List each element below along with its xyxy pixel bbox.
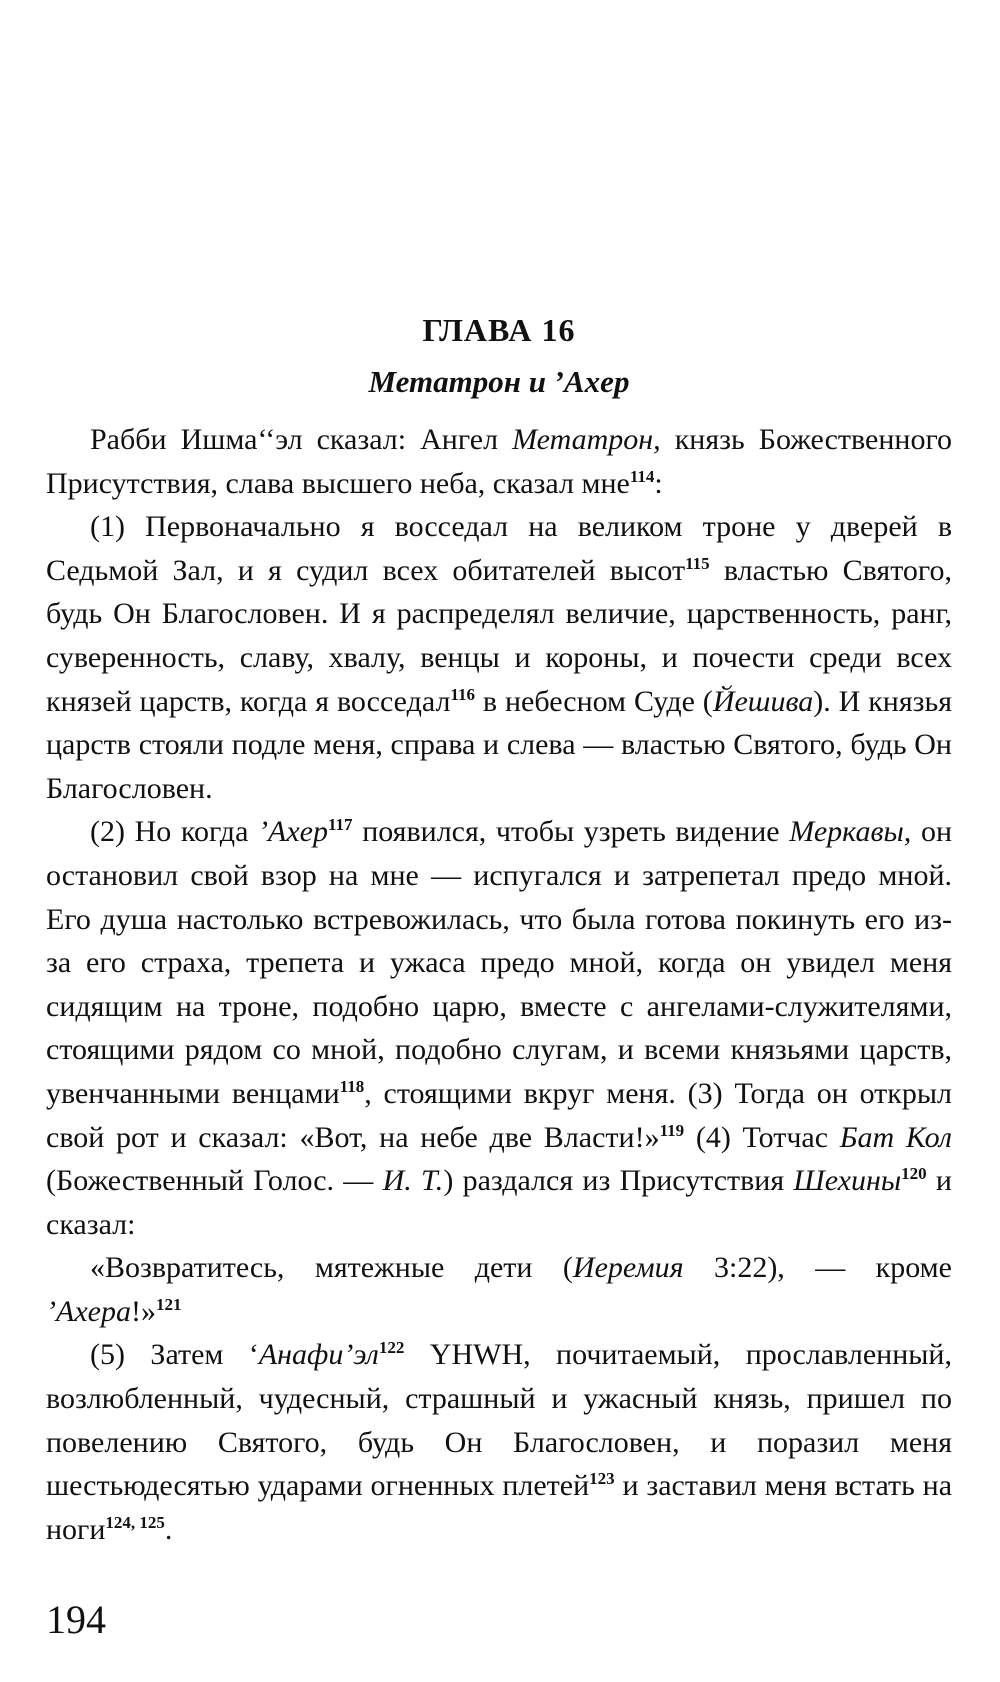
text-run: и заставил меня встать на ноги bbox=[46, 1469, 953, 1546]
body-text bbox=[46, 418, 952, 1551]
italic-term: Йешива bbox=[712, 684, 814, 718]
text-run: (4) Тотчас bbox=[684, 1120, 840, 1154]
text-run: Рабби Ишма‘‘эл сказал: Ангел bbox=[90, 423, 513, 456]
italic-term: Меркавы, bbox=[789, 815, 912, 849]
text-run: ). И князья царств стояли подле меня, справа и слева — властью Святого, будь Он Благословен. bbox=[46, 684, 952, 805]
italic-term: ’Ахера bbox=[46, 1294, 131, 1328]
text-run: князь Божественного Присутствия, слава высшего неба, сказал мне bbox=[46, 423, 952, 500]
italic-term: Анафи’эл bbox=[258, 1338, 379, 1372]
footnote-ref: 116 bbox=[450, 684, 475, 704]
text-run: . bbox=[164, 1512, 173, 1546]
text-run: (2) Но когда bbox=[90, 815, 259, 849]
footnote-ref: 115 bbox=[685, 553, 710, 573]
italic-term: И. Т. bbox=[382, 1164, 444, 1198]
paragraph bbox=[46, 1246, 952, 1333]
footnote-ref: 123 bbox=[589, 1469, 615, 1489]
footnote-ref: 117 bbox=[327, 815, 353, 835]
footnote-ref: 121 bbox=[155, 1294, 182, 1314]
text-run: (1) Первоначально я восседал на великом троне у дверей в Седьмой Зал, и я судил всех обитателей высот bbox=[46, 510, 952, 587]
page-number: 194 bbox=[46, 1597, 106, 1642]
text-run: 3:22), — кроме bbox=[683, 1251, 952, 1285]
italic-term: Бат Кол bbox=[839, 1120, 952, 1154]
text-run: «Возвратитесь, мятежные дети ( bbox=[90, 1251, 573, 1285]
footnote-ref: 118 bbox=[339, 1076, 365, 1096]
footnote-ref: 122 bbox=[378, 1338, 405, 1358]
chapter-heading: ГЛАВА 16 bbox=[422, 312, 576, 348]
italic-term: Метатрон, bbox=[512, 423, 661, 456]
text-run: в небесном Суде ( bbox=[474, 684, 713, 718]
text-run: появился, чтобы узреть видение bbox=[352, 815, 790, 849]
footnote-ref: 120 bbox=[901, 1164, 927, 1184]
footnote-ref: 124, 125 bbox=[105, 1512, 165, 1532]
text-run: : bbox=[654, 466, 663, 500]
text-run: и сказал: bbox=[46, 1164, 952, 1241]
italic-term: Шехины bbox=[793, 1164, 902, 1198]
text-run: , стоящими вкруг меня. (3) Тогда он открыл свой рот и сказал: «Вот, на небе две Власти!» bbox=[46, 1076, 952, 1154]
paragraph bbox=[46, 418, 952, 505]
text-run: (5) Затем ‘ bbox=[90, 1338, 259, 1372]
text-run: (Божественный Голос. — bbox=[46, 1164, 383, 1198]
italic-term: ’Ахер bbox=[258, 815, 328, 849]
italic-term: Иеремия bbox=[572, 1251, 684, 1285]
chapter-subtitle: Метатрон и ’Ахер bbox=[368, 364, 630, 399]
text-run: !» bbox=[130, 1294, 156, 1328]
book-page bbox=[46, 0, 952, 1682]
text-run: он остановил свой взор на мне — испугался и затрепетал предо мной. Его душа настолько встревожилась, что была готова покинуть его из-за его страха, трепета и ужаса предо мной, когда он увидел меня сидящим на троне, подобно царю, вместе с ангелами-служителями, стоящими рядом со мной, подобно слугам, и всеми князьями царств, увенчанными венцами bbox=[46, 815, 952, 1110]
footnote-ref: 114 bbox=[629, 466, 655, 486]
text-run: ) раздался из Присутствия bbox=[443, 1164, 794, 1198]
text-run: властью Святого, будь Он Благословен. И я распределял величие, царственность, ранг, суверенность, славу, хвалу, венцы и короны, и почести среди всех князей царств, когда я восседал bbox=[46, 553, 952, 718]
paragraph bbox=[46, 505, 952, 810]
text-run: YHWH, почитаемый, прославленный, возлюбленный, чудесный, страшный и ужасный князь, пришел по повелению Святого, будь Он Благословен, и поразил меня шестьюдесятью ударами огненных плетей bbox=[46, 1338, 952, 1503]
paragraph bbox=[46, 810, 952, 1246]
paragraph bbox=[46, 1333, 952, 1551]
footnote-ref: 119 bbox=[659, 1120, 685, 1140]
